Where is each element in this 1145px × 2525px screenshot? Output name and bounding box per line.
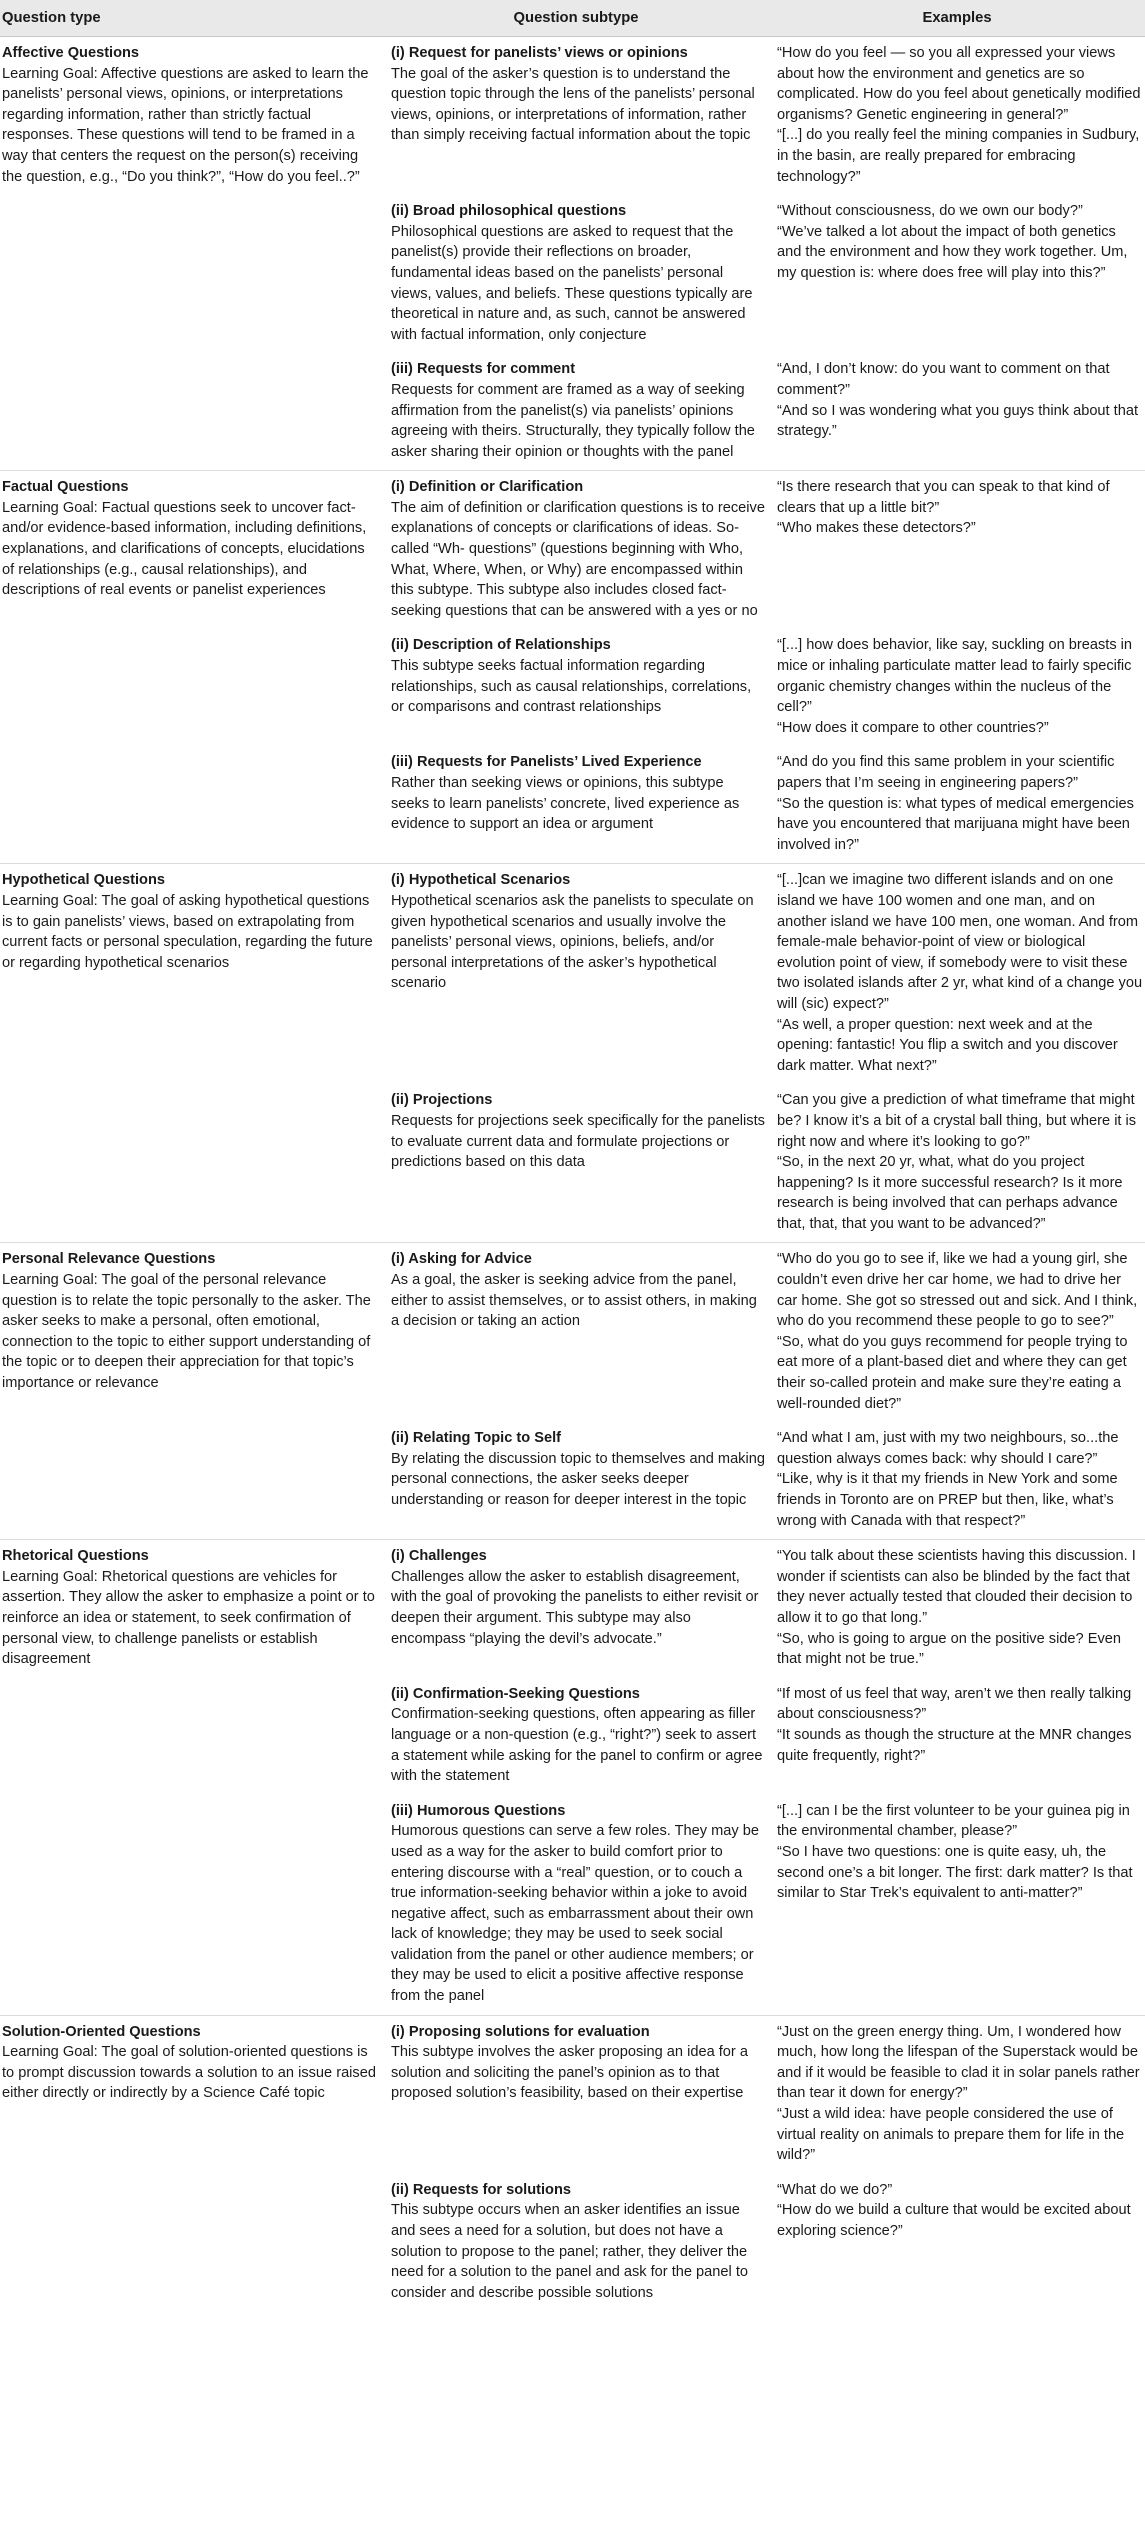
example-quote: “So the question is: what types of medical emergencies have you encountered that marijuana might have been involved in?” (777, 795, 1134, 853)
example-quote: “Without consciousness, do we own our body?” (777, 203, 1083, 220)
question-subtype-cell (383, 2174, 769, 2312)
table-row (0, 37, 1145, 196)
question-subtype-cell (383, 2015, 769, 2174)
subtype-title: (i) Definition or Clarification (391, 479, 584, 496)
question-type-cell (0, 1678, 383, 1795)
example-quote: “So, who is going to argue on the positive side? Even that might not be true.” (777, 1630, 1121, 1668)
subtype-description: By relating the discussion topic to themselves and making personal connections, the asker seeks deeper understanding or reason for deeper interest in the topic (391, 1450, 765, 1508)
subtype-title: (i) Proposing solutions for evaluation (391, 2023, 650, 2040)
question-subtype-cell (383, 195, 769, 353)
examples-cell (769, 37, 1145, 196)
question-type-cell (0, 353, 383, 470)
question-type-description: Learning Goal: The goal of asking hypothetical questions is to gain panelists’ views, based on extrapolating from current facts or personal speculation, regarding the future or regarding hypothetical scenarios (2, 892, 373, 971)
example-quote: “Just a wild idea: have people considered the use of virtual reality on animals to prepare them for life in the wild?” (777, 2106, 1125, 2164)
question-type-title: Hypothetical Questions (2, 872, 165, 889)
question-type-title: Rhetorical Questions (2, 1548, 149, 1565)
question-type-cell (0, 1540, 383, 1678)
example-quote: “Is there research that you can speak to that kind of clears that up a little bit?” (777, 479, 1110, 516)
question-type-description: Learning Goal: Affective questions are asked to learn the panelists’ personal views, opinions, or interpretations regarding information, rather than strictly factual responses. These questions will tend to be framed in a way that centers the request on the person(s) receiving the question, e.g., “Do you think?”, “How do you feel..?” (2, 65, 369, 185)
table-row (0, 471, 1145, 630)
question-subtype-cell (383, 864, 769, 1084)
question-type-cell (0, 471, 383, 630)
question-type-description: Learning Goal: Factual questions seek to uncover fact- and/or evidence-based information, including definitions, explanations, and clarifications of concepts, elucidations of relationships (e.g., causal relationships), and descriptions of real events or panelist experiences (2, 499, 367, 599)
example-quote: “How do you feel — so you all expressed your views about how the environment and genetics are so complicated. How do you feel about genetically modified organisms? Genetic engineering in general?” (777, 45, 1141, 123)
examples-cell (769, 1243, 1145, 1422)
subtype-description: Confirmation-seeking questions, often appearing as filler language or a non-question (e.g., “right?”) seek to assert a statement while asking for the panel to confirm or agree with the statement (391, 1706, 763, 1785)
example-quote: “What do we do?” (777, 2181, 893, 2198)
question-subtype-cell (383, 353, 769, 470)
example-quote: “[...] can I be the first volunteer to be your guinea pig in the environmental chamber, please?” (777, 1802, 1130, 1840)
example-quote: “So, in the next 20 yr, what, what do you project happening? Is it more successful research? Is it more research is being involved that can perhaps advance that, that, that you want to be advanced?” (777, 1154, 1123, 1232)
examples-cell (769, 1084, 1145, 1243)
example-quote: “It sounds as though the structure at the MNR changes quite frequently, right?” (777, 1726, 1132, 1764)
example-quote: “And, I don’t know: do you want to comment on that comment?” (777, 361, 1110, 398)
question-subtype-cell (383, 629, 769, 746)
subtype-description: Requests for projections seek specifically for the panelists to evaluate current data and formulate projections or predictions based on this data (391, 1112, 765, 1171)
table-row (0, 1243, 1145, 1422)
examples-cell (769, 471, 1145, 630)
question-subtype-cell (383, 37, 769, 196)
question-type-cell (0, 629, 383, 746)
subtype-title: (i) Challenges (391, 1548, 487, 1565)
subtype-title: (i) Request for panelists’ views or opinions (391, 45, 688, 61)
examples-cell (769, 195, 1145, 353)
subtype-title: (ii) Projections (391, 1092, 493, 1109)
question-subtype-cell (383, 1084, 769, 1243)
examples-cell (769, 1678, 1145, 1795)
question-type-title: Personal Relevance Questions (2, 1251, 216, 1268)
subtype-title: (ii) Requests for solutions (391, 2181, 571, 2198)
header-examples: Examples (769, 0, 1145, 37)
question-type-description: Learning Goal: The goal of the personal relevance question is to relate the topic personally to the asker. The asker seeks to make a personal, often emotional, connection to the topic to either support understanding of the topic or to deepen their appreciation for that topic’s importance or relevance (2, 1272, 371, 1392)
subtype-description: Rather than seeking views or opinions, this subtype seeks to learn panelists’ concrete, lived experience as evidence to support an idea or argument (391, 775, 740, 833)
subtype-title: (iii) Requests for comment (391, 361, 576, 378)
header-question-subtype: Question subtype (383, 0, 769, 37)
subtype-title: (ii) Description of Relationships (391, 637, 611, 654)
example-quote: “You talk about these scientists having this discussion. I wonder if scientists can also be blinded by the fact that they never actually tested that clouded their decision to allow it to go that long.” (777, 1548, 1136, 1626)
subtype-title: (iii) Requests for Panelists’ Lived Experience (391, 754, 702, 771)
question-type-cell (0, 746, 383, 863)
question-subtype-cell (383, 1795, 769, 2015)
question-subtype-cell (383, 471, 769, 630)
question-type-cell (0, 195, 383, 353)
question-type-cell (0, 1795, 383, 2015)
question-subtype-cell (383, 1540, 769, 1678)
subtype-description: The aim of definition or clarification questions is to receive explanations of concepts or clarifications of ideas. So-called “Wh- questions” (questions beginning with Who, What, Where, When, or Why) are encompassed within this subtype. This subtype also includes closed fact-seeking questions that can be answered with a yes or no (391, 499, 765, 619)
examples-cell (769, 1540, 1145, 1678)
subtype-description: As a goal, the asker is seeking advice from the panel, either to assist themselves, or to assist others, in making a decision or taking an action (391, 1272, 757, 1330)
header-question-type: Question type (0, 0, 383, 37)
question-type-cell (0, 2174, 383, 2312)
table-row (0, 1084, 1145, 1243)
example-quote: “Can you give a prediction of what timeframe that might be? I know it’s a bit of a crystal ball thing, but where it is right now and where it’s looking to go?” (777, 1092, 1137, 1150)
example-quote: “Who makes these detectors?” (777, 520, 976, 537)
example-quote: “Like, why is it that my friends in New York and some friends in Toronto are on PREP but then, like, what’s wrong with Canada with that respect?” (777, 1471, 1118, 1529)
subtype-description: This subtype seeks factual information regarding relationships, such as causal relationships, correlations, or comparisons and contrast relationships (391, 658, 752, 716)
example-quote: “[...] how does behavior, like say, suckling on breasts in mice or inhaling particulate matter lead to fairly specific organic chemistry changes within the nucleus of the cell?” (777, 637, 1133, 716)
example-quote: “And so I was wondering what you guys think about that strategy.” (777, 402, 1139, 440)
question-type-title: Solution-Oriented Questions (2, 2023, 201, 2040)
table-body (0, 37, 1145, 2312)
examples-cell (769, 2015, 1145, 2174)
subtype-title: (ii) Relating Topic to Self (391, 1430, 561, 1447)
example-quote: “We’ve talked a lot about the impact of both genetics and the environment and how they work together. Um, my question is: where does free will play into this?” (777, 223, 1128, 281)
question-subtype-cell (383, 1422, 769, 1539)
subtype-description: This subtype occurs when an asker identifies an issue and sees a need for a solution, but does not have a solution to propose to the panel; rather, they deliver the need for a solution to the panel and ask for the panel to consider and describe possible solutions (391, 2202, 748, 2301)
example-quote: “[...]can we imagine two different islands and on one island we have 100 women and one man, and on another island we have 100 men, one woman. And from female-male behavior-point of view or biological evolution point of view, if somebody were to visit these two isolated islands after 2 yr, what kind of a change you will (sic) expect?” (777, 872, 1143, 1012)
table-row (0, 1795, 1145, 2015)
question-type-description: Learning Goal: The goal of solution-oriented questions is to prompt discussion towards a solution to an issue raised either directly or indirectly by a Science Café topic (2, 2044, 376, 2102)
examples-cell (769, 2174, 1145, 2312)
example-quote: “And what I am, just with my two neighbours, so...the question always comes back: why should I care?” (777, 1430, 1119, 1467)
question-type-description: Learning Goal: Rhetorical questions are vehicles for assertion. They allow the asker to emphasize a point or to reinforce an idea or statement, to seek confirmation of personal view, to challenge panelists or establish disagreement (2, 1568, 375, 1668)
examples-cell (769, 1795, 1145, 2015)
examples-cell (769, 864, 1145, 1084)
subtype-description: This subtype involves the asker proposing an idea for a solution and soliciting the panel’s opinion as to that proposed solution’s feasibility, based on their expertise (391, 2044, 748, 2102)
table-row (0, 2174, 1145, 2312)
question-type-cell (0, 1243, 383, 1422)
table-row (0, 353, 1145, 470)
table-row (0, 746, 1145, 863)
subtype-description: Humorous questions can serve a few roles. They may be used as a way for the asker to build comfort prior to entering discourse with a “real” question, or to couch a true information-seeking behavior within a joke to avoid negative affect, such as embarrassment about their own lack of knowledge; they may be used to seek social validation from the panel or other audience members; or they may be used to elicit a positive affective response from the panel (391, 1823, 759, 2005)
subtype-title: (i) Asking for Advice (391, 1251, 532, 1268)
examples-cell (769, 1422, 1145, 1539)
examples-cell (769, 746, 1145, 863)
example-quote: “How does it compare to other countries?” (777, 719, 1049, 736)
table-row (0, 2015, 1145, 2174)
question-type-title: Factual Questions (2, 479, 129, 496)
example-quote: “How do we build a culture that would be excited about exploring science?” (777, 2202, 1131, 2239)
question-subtype-cell (383, 1243, 769, 1422)
subtype-description: Challenges allow the asker to establish disagreement, with the goal of provoking the panelists to either revisit or deepen their argument. This subtype may also encompass “playing the devil’s advocate.” (391, 1568, 759, 1647)
example-quote: “So, what do you guys recommend for people trying to eat more of a plant-based diet and where they can get their so-called protein and make sure they’re eating a well-rounded diet?” (777, 1333, 1128, 1412)
table-row (0, 1422, 1145, 1539)
subtype-title: (i) Hypothetical Scenarios (391, 872, 571, 889)
subtype-description: Requests for comment are framed as a way of seeking affirmation from the panelist(s) via panelists’ opinions agreeing with theirs. Structurally, they typically follow the asker sharing their opinion or thoughts with the panel (391, 381, 755, 460)
example-quote: “If most of us feel that way, aren’t we then really talking about consciousness?” (777, 1685, 1132, 1723)
example-quote: “So I have two questions: one is quite easy, uh, the second one’s a bit longer. The first: dark matter? Is that similar to Star Trek’s equivalent to anti-matter?” (777, 1843, 1133, 1902)
table-row (0, 629, 1145, 746)
question-type-cell (0, 37, 383, 196)
table-header (0, 0, 1145, 37)
subtype-description: The goal of the asker’s question is to understand the question topic through the lens of the panelists’ personal views, opinions, or interpretations of information, rather than simply receiving factual information about the topic (391, 65, 755, 144)
question-subtype-cell (383, 1678, 769, 1795)
example-quote: “Just on the green energy thing. Um, I wondered how much, how long the lifespan of the Superstack would be and if it would be feasible to clad it in solar panels rather than tear it down for energy?” (777, 2023, 1140, 2102)
question-type-cell (0, 864, 383, 1084)
subtype-title: (ii) Confirmation-Seeking Questions (391, 1685, 640, 1702)
example-quote: “Who do you go to see if, like we had a young girl, she couldn’t even drive her car home, we had to drive her car home. She got so stressed out and sick. And I think, who do you recommend these people to go to see?” (777, 1251, 1138, 1330)
subtype-description: Philosophical questions are asked to request that the panelist(s) provide their reflections on broader, fundamental ideas based on the panelists’ personal views, values, and beliefs. These questions typically are theoretical in nature and, as such, cannot be answered with factual information, only conjecture (391, 223, 753, 343)
table-row (0, 1678, 1145, 1795)
table-row (0, 864, 1145, 1084)
subtype-title: (ii) Broad philosophical questions (391, 203, 627, 220)
table-row (0, 1540, 1145, 1678)
subtype-title: (iii) Humorous Questions (391, 1802, 566, 1819)
examples-cell (769, 629, 1145, 746)
question-type-cell (0, 1084, 383, 1243)
question-type-cell (0, 1422, 383, 1539)
example-quote: “And do you find this same problem in your scientific papers that I’m seeing in engineering papers?” (777, 754, 1115, 791)
question-type-cell (0, 2015, 383, 2174)
example-quote: “As well, a proper question: next week and at the opening: fantastic! You flip a switch and you discover dark matter. What next?” (777, 1016, 1118, 1074)
question-type-title: Affective Questions (2, 45, 140, 61)
examples-cell (769, 353, 1145, 470)
subtype-description: Hypothetical scenarios ask the panelists to speculate on given hypothetical scenarios and usually involve the panelists’ personal views, opinions, beliefs, and/or personal interpretations of the asker’s hypothetical scenario (391, 892, 754, 992)
example-quote: “[...] do you really feel the mining companies in Sudbury, in the basin, are really prepared for embracing technology?” (777, 127, 1140, 185)
question-subtype-cell (383, 746, 769, 863)
table-row (0, 195, 1145, 353)
